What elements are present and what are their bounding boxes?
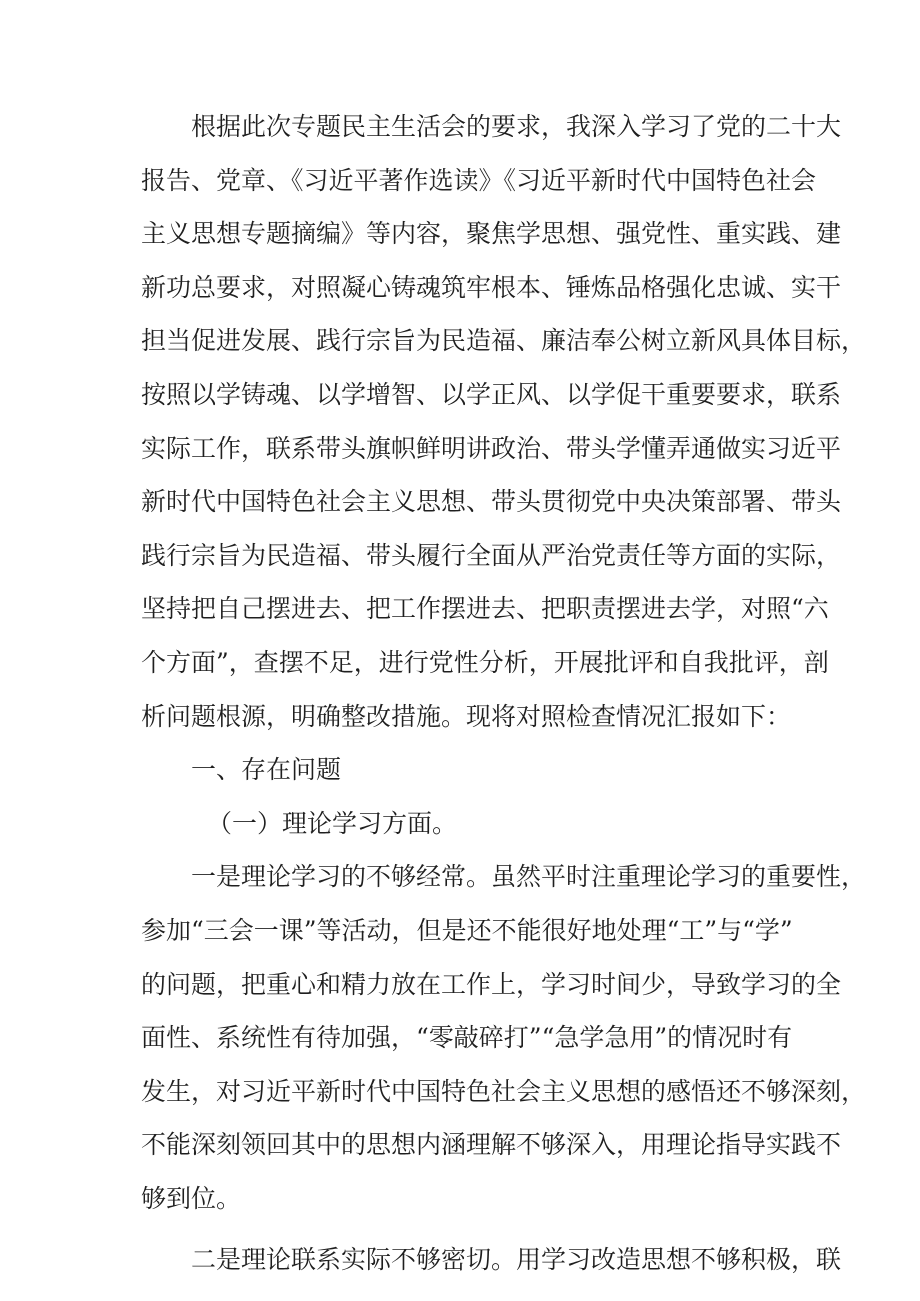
section-heading: 一、存在问题 — [191, 755, 342, 785]
text-line: 新时代中国特色社会主义思想、带头贯彻党中央决策部署、带头 — [141, 487, 842, 517]
text-line: 报告、党章、《习近平著作选读》《习近平新时代中国特色社会 — [141, 165, 817, 195]
text-line: 主义思想专题摘编》等内容，聚焦学思想、强党性、重实践、建 — [141, 219, 842, 249]
subsection-heading: （一）理论学习方面。 — [207, 808, 458, 838]
text-line: 践行宗旨为民造福、带头履行全面从严治党责任等方面的实际， — [141, 540, 842, 570]
text-line: 坚持把自己摆进去、把工作摆进去、把职责摆进去学，对照“六 — [141, 594, 829, 624]
text-line: 一是理论学习的不够经常。虽然平时注重理论学习的重要性， — [191, 862, 867, 892]
text-line: 担当促进发展、践行宗旨为民造福、廉洁奉公树立新风具体目标， — [141, 326, 867, 356]
text-line: 析问题根源，明确整改措施。现将对照检查情况汇报如下： — [141, 701, 792, 731]
text-line: 根据此次专题民主生活会的要求，我深入学习了党的二十大 — [191, 112, 842, 141]
text-line: 够到位。 — [141, 1183, 242, 1213]
text-line: 二是理论联系实际不够密切。用学习改造思想不够积极，联 — [191, 1245, 842, 1275]
text-line: 实际工作，联系带头旗帜鲜明讲政治、带头学懂弄通做实习近平 — [141, 433, 842, 463]
text-line: 面性、系统性有待加强，“零敲碎打”“急学急用”的情况时有 — [141, 1023, 793, 1053]
intro-paragraph — [141, 100, 867, 743]
text-line: 参加“三会一课”等活动，但是还不能很好地处理“工”与“学” — [141, 915, 793, 945]
text-line: 个方面”，查摆不足，进行党性分析，开展批评和自我批评，剖 — [141, 647, 829, 677]
text-line: 新功总要求，对照凝心铸魂筑牢根本、锤炼品格强化忠诚、实干 — [141, 272, 842, 302]
text-line: 不能深刻领回其中的思想内涵理解不够深入，用理论指导实践不 — [141, 1130, 842, 1160]
document-body — [141, 100, 867, 1287]
paragraph-gap — [141, 1225, 791, 1233]
paragraph-theory-practice — [141, 1233, 842, 1287]
text-line: 的问题，把重心和精力放在工作上，学习时间少，导致学习的全 — [141, 969, 842, 999]
text-line: 按照以学铸魂、以学增智、以学正风、以学促干重要要求，联系 — [141, 379, 842, 409]
paragraph-theory-study — [141, 850, 867, 1225]
text-line: 发生，对习近平新时代中国特色社会主义思想的感悟还不够深刻， — [141, 1076, 867, 1106]
